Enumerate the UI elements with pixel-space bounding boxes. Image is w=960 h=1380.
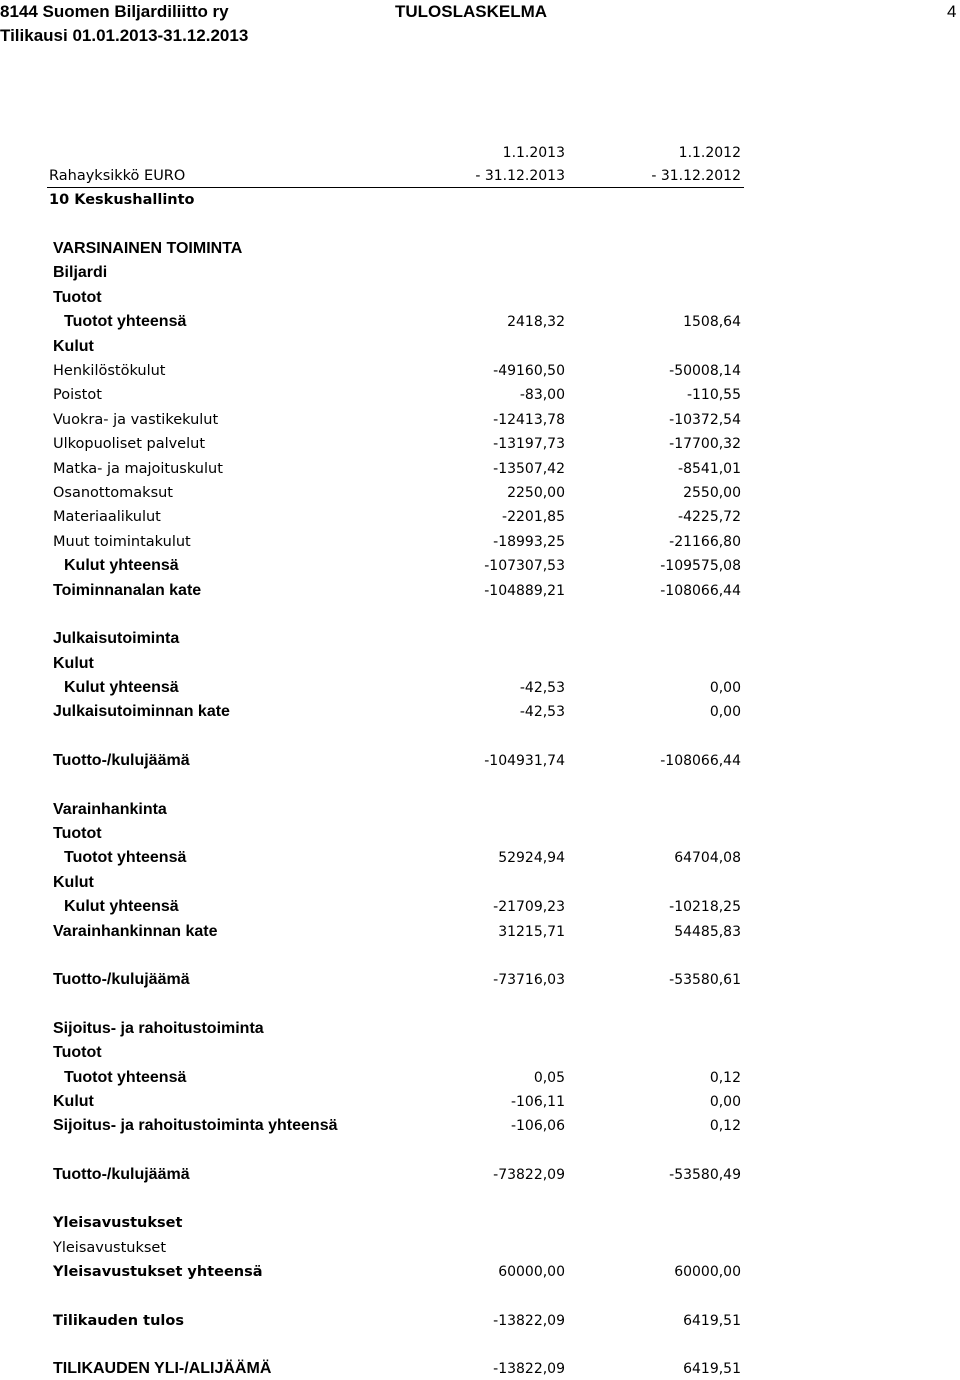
- row-label: Materiaalikulut: [53, 509, 161, 525]
- value-current: 0,05: [533, 1070, 565, 1086]
- company-name: 8144 Suomen Biljardiliitto ry: [0, 2, 229, 21]
- value-previous: -4225,72: [678, 509, 741, 525]
- table-row: [0, 336, 960, 358]
- table-row: [0, 409, 960, 431]
- value-current: -104889,21: [484, 583, 565, 599]
- value-current: -13822,09: [493, 1361, 565, 1377]
- row-label: Poistot: [53, 387, 102, 403]
- value-previous: 0,12: [709, 1118, 741, 1134]
- value-previous: -110,55: [686, 387, 741, 403]
- value-current: -21709,23: [493, 899, 565, 915]
- row-label: VARSINAINEN TOIMINTA: [53, 240, 243, 257]
- row-label: Yleisavustukset: [53, 1215, 183, 1231]
- value-previous: -50008,14: [669, 363, 741, 379]
- row-label: Tuotot yhteensä: [64, 1069, 187, 1086]
- table-row: [0, 531, 960, 553]
- value-current: 60000,00: [498, 1264, 565, 1280]
- value-current: -2201,85: [502, 509, 565, 525]
- table-row: [0, 1018, 960, 1040]
- value-current: -13822,09: [493, 1313, 565, 1329]
- table-row: [0, 458, 960, 480]
- current-period-end: - 31.12.2013: [475, 168, 565, 184]
- row-label: Tuotot: [53, 289, 102, 306]
- header-divider: [47, 187, 744, 188]
- previous-period-start: 1.1.2012: [678, 145, 741, 161]
- row-label: Vuokra- ja vastikekulut: [53, 412, 219, 428]
- value-current: 2250,00: [507, 485, 565, 501]
- table-row: [0, 262, 960, 284]
- table-row: [0, 1067, 960, 1089]
- value-current: -49160,50: [493, 363, 565, 379]
- row-label: TILIKAUDEN YLI-/ALIJÄÄMÄ: [53, 1360, 272, 1377]
- current-period-start: 1.1.2013: [502, 145, 565, 161]
- table-row: [0, 555, 960, 577]
- row-label: Tuotot: [53, 825, 102, 842]
- row-label: Kulut: [53, 874, 94, 891]
- table-row: [0, 872, 960, 894]
- row-label: Julkaisutoiminta: [53, 630, 180, 647]
- value-current: 2418,32: [507, 314, 565, 330]
- row-label: Tuotot: [53, 1044, 102, 1061]
- column-header-row-1: [0, 142, 960, 164]
- value-current: -42,53: [519, 704, 565, 720]
- value-previous: 0,00: [709, 704, 741, 720]
- row-label: Kulut yhteensä: [64, 557, 179, 574]
- table-row: [0, 482, 960, 504]
- table-row: [0, 1261, 960, 1283]
- row-label: Tuotto-/kulujäämä: [53, 971, 190, 988]
- table-row: [0, 799, 960, 821]
- row-label: Sijoitus- ja rahoitustoiminta: [53, 1020, 264, 1037]
- fiscal-period: Tilikausi 01.01.2013-31.12.2013: [0, 26, 249, 45]
- value-previous: -10372,54: [669, 412, 741, 428]
- value-previous: 2550,00: [683, 485, 741, 501]
- table-row: [0, 969, 960, 991]
- value-previous: 6419,51: [683, 1361, 741, 1377]
- row-label: Ulkopuoliset palvelut: [53, 436, 206, 452]
- table-row: [0, 628, 960, 650]
- row-label: Biljardi: [53, 264, 108, 281]
- value-previous: 0,12: [709, 1070, 741, 1086]
- table-row: [0, 238, 960, 260]
- row-label: Tuotot yhteensä: [64, 849, 187, 866]
- value-current: -13197,73: [493, 436, 565, 452]
- table-row: [0, 1091, 960, 1113]
- table-row: [0, 1212, 960, 1234]
- value-previous: -109575,08: [660, 558, 741, 574]
- value-previous: 0,00: [709, 680, 741, 696]
- value-current: -42,53: [519, 680, 565, 696]
- value-current: -73716,03: [493, 972, 565, 988]
- value-previous: -8541,01: [678, 461, 741, 477]
- value-current: -73822,09: [493, 1167, 565, 1183]
- table-row: [0, 701, 960, 723]
- row-label: Yleisavustukset: [53, 1240, 167, 1256]
- table-row: [0, 506, 960, 528]
- row-label: Varainhankinnan kate: [53, 923, 218, 940]
- table-row: [0, 580, 960, 602]
- table-row: [0, 360, 960, 382]
- page-number: 4: [947, 2, 957, 21]
- value-current: -18993,25: [493, 534, 565, 550]
- row-label: Kulut yhteensä: [64, 679, 179, 696]
- table-row: [0, 384, 960, 406]
- value-previous: 60000,00: [674, 1264, 741, 1280]
- row-label: Kulut: [53, 338, 94, 355]
- section-title: 10 Keskushallinto: [49, 192, 195, 208]
- value-previous: 6419,51: [683, 1313, 741, 1329]
- row-label: Muut toimintakulut: [53, 534, 191, 550]
- value-previous: 64704,08: [674, 850, 741, 866]
- row-label: Tilikauden tulos: [53, 1313, 184, 1329]
- table-row: [0, 1358, 960, 1380]
- value-previous: 54485,83: [674, 924, 741, 940]
- row-label: Matka- ja majoituskulut: [53, 461, 223, 477]
- currency-label: Rahayksikkö EURO: [49, 168, 186, 184]
- row-label: Tuotto-/kulujäämä: [53, 752, 190, 769]
- value-current: 52924,94: [498, 850, 565, 866]
- row-label: Kulut: [53, 1093, 94, 1110]
- table-row: [0, 433, 960, 455]
- row-label: Kulut yhteensä: [64, 898, 179, 915]
- value-previous: -108066,44: [660, 753, 741, 769]
- value-current: -106,11: [510, 1094, 565, 1110]
- value-current: 31215,71: [498, 924, 565, 940]
- table-row: [0, 1164, 960, 1186]
- row-label: Julkaisutoiminnan kate: [53, 703, 230, 720]
- table-row: [0, 287, 960, 309]
- row-label: Yleisavustukset yhteensä: [53, 1264, 263, 1280]
- column-header-row-2: [0, 165, 960, 187]
- row-label: Tuotto-/kulujäämä: [53, 1166, 190, 1183]
- row-label: Sijoitus- ja rahoitustoiminta yhteensä: [53, 1117, 338, 1134]
- value-current: -104931,74: [484, 753, 565, 769]
- value-previous: -53580,49: [669, 1167, 741, 1183]
- row-label: Henkilöstökulut: [53, 363, 166, 379]
- table-row: [0, 1115, 960, 1137]
- table-row: [0, 847, 960, 869]
- table-row: [0, 311, 960, 333]
- value-previous: -108066,44: [660, 583, 741, 599]
- value-previous: 0,00: [709, 1094, 741, 1110]
- section-title-row: [0, 189, 960, 211]
- table-row: [0, 750, 960, 772]
- value-current: -106,06: [510, 1118, 565, 1134]
- value-previous: -53580,61: [669, 972, 741, 988]
- value-previous: -10218,25: [669, 899, 741, 915]
- table-row: [0, 1310, 960, 1332]
- value-current: -107307,53: [484, 558, 565, 574]
- value-current: -13507,42: [493, 461, 565, 477]
- table-row: [0, 1237, 960, 1259]
- row-label: Kulut: [53, 655, 94, 672]
- previous-period-end: - 31.12.2012: [651, 168, 741, 184]
- table-row: [0, 921, 960, 943]
- row-label: Toiminnanalan kate: [53, 582, 202, 599]
- report-title: TULOSLASKELMA: [395, 2, 548, 21]
- table-row: [0, 677, 960, 699]
- value-previous: -17700,32: [669, 436, 741, 452]
- row-label: Tuotot yhteensä: [64, 313, 187, 330]
- table-row: [0, 896, 960, 918]
- table-row: [0, 1042, 960, 1064]
- table-row: [0, 823, 960, 845]
- row-label: Varainhankinta: [53, 801, 167, 818]
- value-previous: -21166,80: [669, 534, 741, 550]
- value-current: -83,00: [519, 387, 565, 403]
- value-previous: 1508,64: [683, 314, 741, 330]
- row-label: Osanottomaksut: [53, 485, 173, 501]
- value-current: -12413,78: [493, 412, 565, 428]
- table-row: [0, 653, 960, 675]
